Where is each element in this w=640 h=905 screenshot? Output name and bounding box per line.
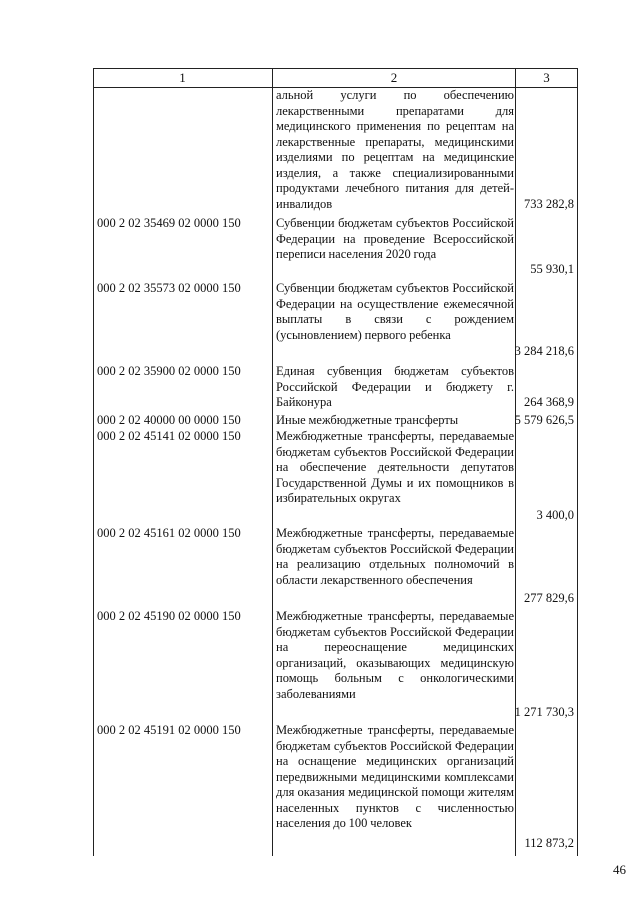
row-amount: 112 873,2 <box>524 836 574 850</box>
table-column-divider <box>515 68 516 856</box>
row-code: 000 2 02 40000 00 0000 150 <box>97 413 241 427</box>
row-amount: 733 282,8 <box>524 197 574 211</box>
row-amount: 277 829,6 <box>524 591 574 605</box>
row-description: Межбюджетные трансферты, передаваемые бюджетам субъектов Российской Федерации на переоснащение медицинских организаций, оказывающих медицинскую помощь больным с онкологическими заболеваниями <box>276 609 514 701</box>
row-amount: 5 579 626,5 <box>514 413 574 427</box>
row-code: 000 2 02 35573 02 0000 150 <box>97 281 241 295</box>
budget-table <box>93 68 578 856</box>
row-description: Межбюджетные трансферты, передаваемые бюджетам субъектов Российской Федерации на обеспечение деятельности депутатов Государственной Думы и их помощников в избирательных округах <box>276 429 514 505</box>
row-code: 000 2 02 35900 02 0000 150 <box>97 364 241 378</box>
row-code: 000 2 02 45190 02 0000 150 <box>97 609 241 623</box>
row-description: Межбюджетные трансферты, передаваемые бюджетам субъектов Российской Федерации на оснащение медицинских организаций передвижными медицинскими комплексами для оказания медицинской помощи жителям населенных пунктов с численностью населения до 100 человек <box>276 723 514 830</box>
row-description: альной услуги по обеспечению лекарственными препаратами для медицинского применения по рецептам на лекарственные препараты, медицинскими изделиями по рецептам на медицинские изделия, а также специализированными продуктами лечебного питания для детей-инвалидов <box>276 88 514 211</box>
row-description: Единая субвенция бюджетам субъектов Российской Федерации и бюджету г. Байконура <box>276 364 514 409</box>
row-amount: 264 368,9 <box>524 395 574 409</box>
row-code: 000 2 02 35469 02 0000 150 <box>97 216 241 230</box>
row-description: Иные межбюджетные трансферты <box>276 413 459 427</box>
row-code: 000 2 02 45141 02 0000 150 <box>97 429 241 443</box>
page-number: 46 <box>613 862 626 877</box>
row-description: Субвенции бюджетам субъектов Российской Федерации на осуществление ежемесячной выплаты в связи с рождением (усыновлением) первого ребенка <box>276 281 514 342</box>
table-border-left <box>93 68 94 856</box>
row-code: 000 2 02 45191 02 0000 150 <box>97 723 241 737</box>
row-amount: 1 271 730,3 <box>514 705 574 719</box>
row-amount: 55 930,1 <box>530 262 574 276</box>
column-header-1: 1 <box>179 70 186 85</box>
column-header-2: 2 <box>390 70 398 85</box>
row-description: Субвенции бюджетам субъектов Российской Федерации на проведение Всероссийской переписи населения 2020 года <box>276 216 514 261</box>
table-border-right <box>577 68 578 856</box>
row-amount: 3 284 218,6 <box>514 344 574 358</box>
row-description: Межбюджетные трансферты, передаваемые бюджетам субъектов Российской Федерации на реализацию отдельных полномочий в области лекарственного обеспечения <box>276 526 514 587</box>
column-header-3: 3 <box>543 70 550 85</box>
row-code: 000 2 02 45161 02 0000 150 <box>97 526 241 540</box>
row-amount: 3 400,0 <box>536 508 574 522</box>
